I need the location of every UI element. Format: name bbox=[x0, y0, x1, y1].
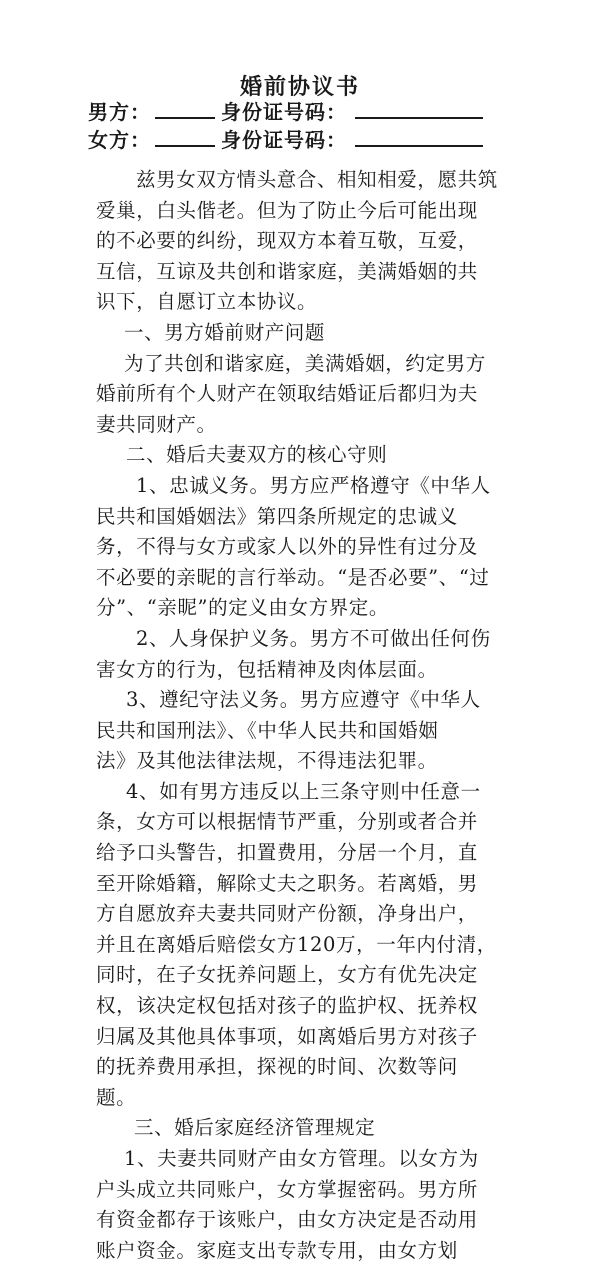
body-line: 民共和国婚姻法》第四条所规定的忠诚义 bbox=[96, 504, 458, 528]
wife-id-blank bbox=[355, 127, 483, 147]
husband-name-blank bbox=[155, 99, 215, 119]
husband-field-row bbox=[88, 96, 483, 125]
body-line: 4、如有男方违反以上三条守则中任意一 bbox=[126, 779, 481, 803]
body-line: 爱巢，白头偕老。但为了防止今后可能出现 bbox=[96, 198, 478, 222]
husband-id-label: 身份证号码： bbox=[221, 100, 347, 124]
body-line: 务，不得与女方或家人以外的异性有过分及 bbox=[96, 535, 478, 559]
body-line: 归属及其他具体事项，如离婚后男方对孩子 bbox=[96, 1024, 478, 1048]
document-title: 婚前协议书 bbox=[239, 75, 360, 100]
section-heading: 一、男方婚前财产问题 bbox=[124, 320, 326, 344]
body-line: 权，该决定权包括对孩子的监护权、抚养权 bbox=[96, 994, 478, 1018]
body-line: 同时，在子女抚养问题上，女方有优先决定 bbox=[96, 963, 478, 987]
body-line: 给予口头警告，扣置费用，分居一个月，直 bbox=[96, 841, 478, 865]
body-line: 不必要的亲昵的言行举动。“是否必要”、“过 bbox=[96, 565, 490, 589]
body-line: 2、人身保护义务。男方不可做出任何伤 bbox=[136, 626, 491, 650]
wife-id-label: 身份证号码： bbox=[221, 128, 347, 152]
husband-label: 男方： bbox=[88, 100, 151, 124]
agreement-body bbox=[96, 165, 504, 1266]
body-line: 1、夫妻共同财产由女方管理。以女方为 bbox=[124, 1147, 479, 1170]
section-heading: 二、婚后夫妻双方的核心守则 bbox=[126, 443, 388, 467]
body-line: 条，女方可以根据情节严重，分别或者合并 bbox=[96, 810, 478, 834]
body-line: 并且在离婚后赔偿女方120万，一年内付清， bbox=[96, 932, 497, 956]
body-line: 3、遵纪守法义务。男方应遵守《中华人 bbox=[126, 688, 481, 712]
body-line: 害女方的行为，包括精神及肉体层面。 bbox=[96, 657, 438, 681]
body-line: 的不必要的纠纷，现双方本着互敬，互爱， bbox=[96, 229, 478, 253]
body-line: 账户资金。家庭支出专款专用，由女方划 bbox=[96, 1238, 458, 1262]
body-line: 1、忠诚义务。男方应严格遵守《中华人 bbox=[136, 473, 491, 497]
body-line: 分”、“亲昵”的定义由女方界定。 bbox=[96, 596, 390, 620]
body-line: 识下，自愿订立本协议。 bbox=[96, 290, 318, 314]
wife-label: 女方： bbox=[88, 128, 151, 152]
body-line: 为了共创和谐家庭，美满婚姻，约定男方 bbox=[124, 351, 486, 375]
body-line: 互信，互谅及共创和谐家庭，美满婚姻的共 bbox=[96, 259, 478, 283]
body-line: 题。 bbox=[96, 1085, 137, 1109]
body-line: 的抚养费用承担，探视的时间、次数等问 bbox=[96, 1055, 458, 1079]
body-line: 户头成立共同账户，女方掌握密码。男方所 bbox=[96, 1177, 478, 1201]
section-heading: 三、婚后家庭经济管理规定 bbox=[134, 1116, 376, 1140]
body-line: 至开除婚籍，解除丈夫之职务。若离婚，男 bbox=[96, 871, 478, 895]
husband-id-blank bbox=[355, 99, 483, 119]
body-line: 妻共同财产。 bbox=[96, 412, 217, 436]
body-line: 有资金都存于该账户，由女方决定是否动用 bbox=[96, 1208, 478, 1232]
wife-name-blank bbox=[155, 127, 215, 147]
wife-field-row bbox=[88, 124, 483, 153]
body-line: 兹男女双方情头意合、相知相爱，愿共筑 bbox=[136, 168, 498, 191]
body-line: 婚前所有个人财产在领取结婚证后都归为夫 bbox=[96, 382, 478, 406]
body-line: 方自愿放弃夫妻共同财产份额，净身出户， bbox=[96, 902, 478, 926]
body-line: 民共和国刑法》、《中华人民共和国婚姻 bbox=[96, 718, 439, 742]
body-line: 法》及其他法律法规，不得违法犯罪。 bbox=[96, 749, 438, 773]
